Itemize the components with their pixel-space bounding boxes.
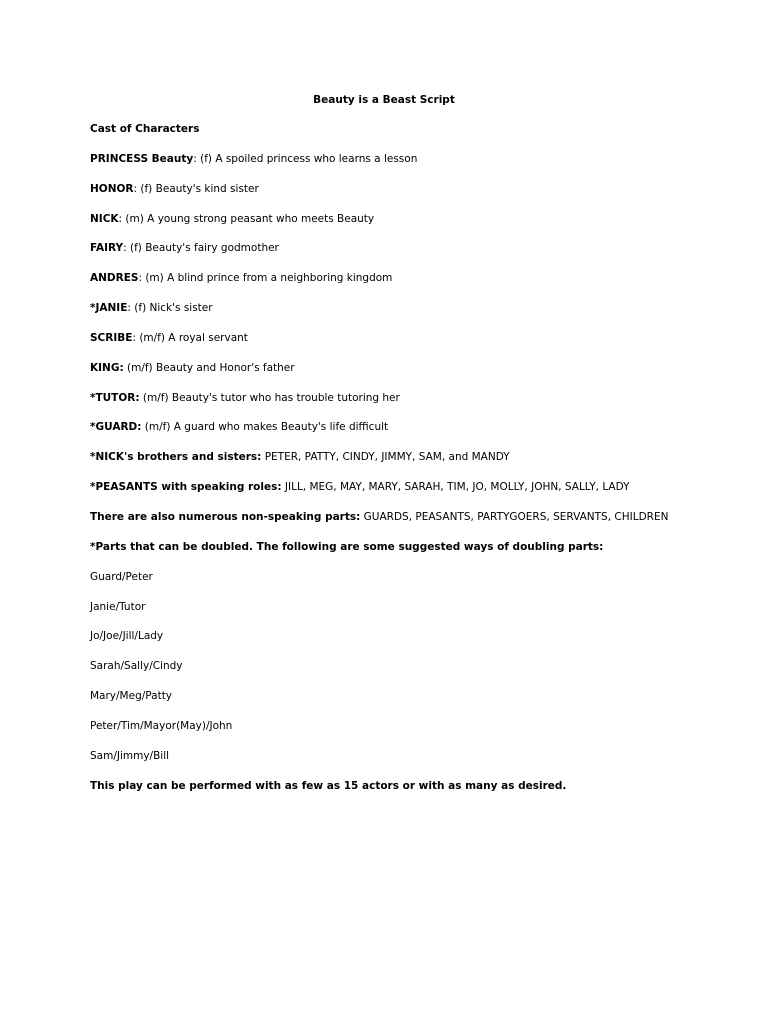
character-line xyxy=(90,419,730,449)
character-desc: (m/f) Beauty and Honor's father xyxy=(123,361,295,374)
character-name: There are also numerous non-speaking parts: xyxy=(90,510,361,523)
doubling-heading: *Parts that can be doubled. The following are some suggested ways of doubling parts: xyxy=(90,540,604,553)
doubling-item: Jo/Joe/Jill/Lady xyxy=(90,630,164,643)
doubling-item: Janie/Tutor xyxy=(90,600,146,613)
character-line xyxy=(90,390,730,420)
character-line xyxy=(90,240,730,270)
character-name: NICK xyxy=(90,212,119,225)
character-desc: (m/f) Beauty's tutor who has trouble tutoring her xyxy=(139,391,400,404)
character-desc: : (m) A blind prince from a neighboring kingdom xyxy=(138,272,393,285)
character-name: FAIRY xyxy=(90,242,124,255)
doubling-item: Sarah/Sally/Cindy xyxy=(90,660,183,673)
character-desc: PETER, PATTY, CINDY, JIMMY, SAM, and MANDY xyxy=(261,451,510,464)
doubling-item: Guard/Peter xyxy=(90,570,153,583)
character-name: *PEASANTS with speaking roles: xyxy=(90,481,282,494)
character-line xyxy=(90,479,730,509)
character-line xyxy=(90,270,730,300)
character-line xyxy=(90,449,730,479)
character-desc: JILL, MEG, MAY, MARY, SARAH, TIM, JO, MOLLY, JOHN, SALLY, LADY xyxy=(281,481,630,494)
character-desc: : (m) A young strong peasant who meets Beauty xyxy=(118,212,375,225)
character-name: PRINCESS Beauty xyxy=(90,152,194,165)
character-name: SCRIBE xyxy=(90,331,133,344)
cast-heading: Cast of Characters xyxy=(90,123,200,135)
character-line xyxy=(90,181,730,211)
character-line xyxy=(90,151,730,181)
character-desc: (m/f) A guard who makes Beauty's life difficult xyxy=(141,421,389,434)
closing-note: This play can be performed with as few as 15 actors or with as many as desired. xyxy=(90,779,567,792)
character-name: *GUARD: xyxy=(90,421,142,434)
character-desc: : (f) Nick's sister xyxy=(127,302,213,315)
character-name: KING: xyxy=(90,361,124,374)
character-name: *NICK's brothers and sisters: xyxy=(90,451,262,464)
doubling-item: Sam/Jimmy/Bill xyxy=(90,749,170,762)
character-line xyxy=(90,360,730,390)
document-title: Beauty is a Beast Script xyxy=(313,94,455,106)
character-name: *TUTOR: xyxy=(90,391,140,404)
character-desc: : (f) Beauty's fairy godmother xyxy=(123,242,279,255)
character-name: ANDRES xyxy=(90,272,139,285)
character-desc: : (m/f) A royal servant xyxy=(132,331,248,344)
character-desc: : (f) A spoiled princess who learns a lesson xyxy=(193,152,418,165)
character-desc: GUARDS, PEASANTS, PARTYGOERS, SERVANTS, CHILDREN xyxy=(360,510,669,523)
character-name: HONOR xyxy=(90,182,134,195)
character-name: *JANIE xyxy=(90,302,128,315)
doubling-item: Peter/Tim/Mayor(May)/John xyxy=(90,719,233,732)
character-desc: : (f) Beauty's kind sister xyxy=(133,182,259,195)
character-line xyxy=(90,211,730,241)
doubling-item: Mary/Meg/Patty xyxy=(90,690,173,703)
character-line xyxy=(90,330,730,360)
character-line xyxy=(90,300,730,330)
character-line xyxy=(90,509,730,539)
document-body xyxy=(90,121,730,807)
